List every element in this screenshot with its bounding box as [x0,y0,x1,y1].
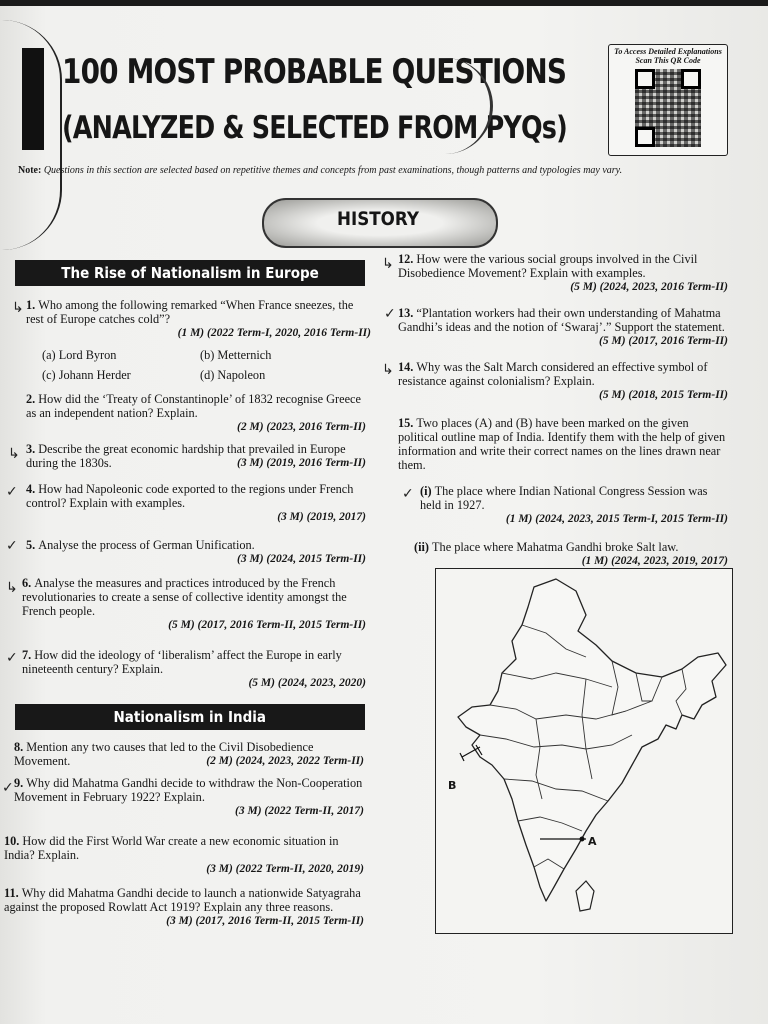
question-11 [4,886,364,928]
question-marks: (1 M) (2024, 2023, 2019, 2017) [581,555,728,567]
page-top-edge [0,0,768,6]
india-map-drawing [436,569,732,933]
question-text: How did the First World War create a new economic situation in India? Explain. [4,834,339,862]
question-1 [26,298,371,340]
question-number: 9. [14,776,24,790]
qr-caption: To Access Detailed Explanations Scan This QR Code [614,47,722,65]
question-marks: (2 M) (2024, 2023, 2022 Term-II) [206,755,364,767]
qr-panel [608,44,728,156]
question-number: 14. [398,360,414,374]
option-b: (b) Metternich [200,348,272,362]
question-marks: (3 M) (2022 Term-II, 2017) [235,805,364,817]
question-9 [14,776,364,818]
title-swoosh [330,58,493,154]
question-10 [4,834,364,876]
question-text: The place where Mahatma Gandhi broke Salt law. [432,540,679,554]
question-marks: (5 M) (2024, 2023, 2020) [248,677,366,689]
option-a: (a) Lord Byron [42,348,117,362]
question-text: Who among the following remarked “When France sneezes, the rest of Europe catches cold”? [26,298,354,326]
question-text: Analyse the process of German Unification. [38,538,255,552]
note-line [18,164,738,178]
question-text: “Plantation workers had their own understanding of Mahatma Gandhi’s ideas and the notion of ‘Swaraj’.” Support the statement. [398,306,725,334]
question-number: (i) [420,484,432,498]
pen-tick-mark: ✓ [6,650,18,666]
question-4 [26,482,366,524]
pen-tick-mark: ↳ [382,362,394,378]
map-label-b: B [448,779,457,792]
qr-code-icon[interactable] [635,69,701,147]
question-number: 11. [4,886,19,900]
question-marks: (1 M) (2022 Term-I, 2020, 2016 Term-II) [177,327,371,339]
question-7 [22,648,366,690]
question-marks: (3 M) (2017, 2016 Term-II, 2015 Term-II) [166,915,364,927]
qr-finder [635,69,655,89]
question-5 [26,538,366,566]
question-text: Why did Mahatma Gandhi decide to withdraw the Non-Cooperation Movement in February 1922? Explain. [14,776,363,804]
question-number: 2. [26,392,36,406]
question-number: 15. [398,416,414,430]
india-outline-map [435,568,733,934]
question-number: 7. [22,648,32,662]
question-text: The place where Indian National Congress Session was held in 1927. [420,484,708,512]
question-15 [398,416,728,472]
section-heading-text: The Rise of Nationalism in Europe [61,264,319,282]
section-heading-text: Nationalism in India [113,708,267,726]
pen-tick-mark: ↳ [12,300,24,316]
question-12 [398,252,728,294]
question-15-part-i [420,484,728,526]
question-marks: (3 M) (2019, 2017) [277,511,366,523]
question-marks: (5 M) (2017, 2016 Term-II, 2015 Term-II) [168,619,366,631]
question-text: Why did Mahatma Gandhi decide to launch a nationwide Satyagraha against the proposed Rowlatt Act 1919? Explain any three reasons. [4,886,361,914]
question-2 [26,392,366,434]
question-marks: (3 M) (2024, 2015 Term-II) [237,553,366,565]
qr-finder [681,69,701,89]
question-text: Analyse the measures and practices introduced by the French revolutionaries to create a sense of collective identity amongst the French people. [22,576,347,618]
note-label: Note: [18,165,42,176]
question-number: 1. [26,298,36,312]
question-6 [22,576,366,632]
question-marks: (5 M) (2017, 2016 Term-II) [599,335,728,347]
title-accent-bar [22,48,44,150]
section-heading-india [15,704,365,730]
question-15-part-ii [414,540,728,568]
note-text: Questions in this section are selected based on repetitive themes and concepts from past examinations, though patterns and typologies may vary. [43,165,623,176]
question-number: 8. [14,740,24,754]
question-marks: (5 M) (2018, 2015 Term-II) [599,389,728,401]
question-8 [14,740,364,768]
question-14 [398,360,728,402]
question-number: 5. [26,538,36,552]
question-number: 4. [26,482,36,496]
pen-tick-mark: ✓ [2,780,14,796]
question-text: How were the various social groups involved in the Civil Disobedience Movement? Explain with examples. [398,252,698,280]
question-marks: (3 M) (2022 Term-II, 2020, 2019) [206,863,364,875]
pen-tick-mark: ✓ [6,484,18,500]
question-3 [26,442,366,470]
question-marks: (1 M) (2024, 2023, 2015 Term-I, 2015 Term-II) [505,513,728,525]
qr-finder [635,127,655,147]
question-text: How did the ‘Treaty of Constantinople’ of 1832 recognise Greece as an independent nation? Explain. [26,392,361,420]
section-heading-europe [15,260,365,286]
question-marks: (3 M) (2019, 2016 Term-II) [237,457,366,469]
pen-tick-mark: ✓ [6,538,18,554]
question-number: 6. [22,576,32,590]
option-c: (c) Johann Herder [42,368,131,382]
question-marks: (5 M) (2024, 2023, 2016 Term-II) [570,281,728,293]
pen-tick-mark: ↳ [6,580,18,596]
question-text: Describe the great economic hardship that prevailed in Europe during the 1830s. [26,442,346,470]
question-text: Why was the Salt March considered an effective symbol of resistance against colonialism? Explain. [398,360,708,388]
question-number: 12. [398,252,414,266]
option-d: (d) Napoleon [200,368,266,382]
pen-tick-mark: ↳ [382,256,394,272]
page-subtitle: (ANALYZED & SELECTED FROM PYQs) [62,110,567,146]
question-text: How had Napoleonic code exported to the regions under French control? Explain with examples. [26,482,354,510]
question-13 [398,306,728,348]
question-number: 13. [398,306,414,320]
map-label-a: A [588,835,597,848]
question-number: 3. [26,442,36,456]
page-title: 100 MOST PROBABLE QUESTIONS [62,52,567,92]
question-text: How did the ideology of ‘liberalism’ affect the Europe in early nineteenth century? Explain. [22,648,342,676]
question-text: Two places (A) and (B) have been marked on the given political outline map of India. Identify them with the help of given information and write their correct names on the lines drawn near them. [398,416,726,472]
pen-tick-mark: ↳ [8,446,20,462]
question-marks: (2 M) (2023, 2016 Term-II) [237,421,366,433]
pen-tick-mark: ✓ [402,486,414,502]
question-number: 10. [4,834,20,848]
question-number: (ii) [414,540,430,554]
question-text: Mention any two causes that led to the Civil Disobedience Movement. [14,740,314,768]
pen-tick-mark: ✓ [384,306,396,322]
subject-title: HISTORY [337,208,419,230]
